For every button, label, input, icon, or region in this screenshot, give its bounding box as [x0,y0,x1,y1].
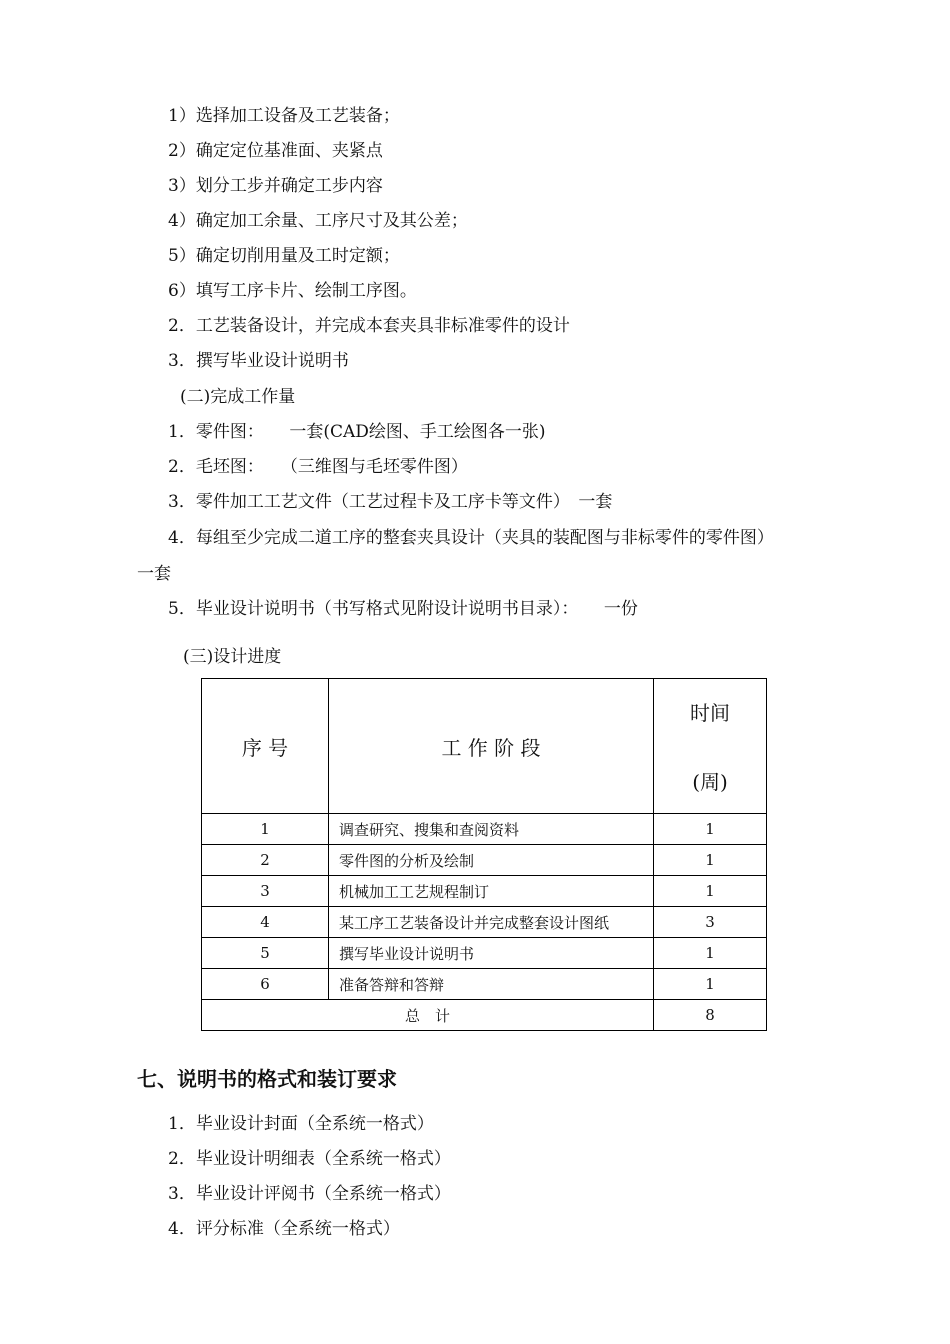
cell-number: 4 [202,907,329,938]
header-cell-stage: 工 作 阶 段 [329,679,654,814]
cell-stage: 机械加工工艺规程制订 [329,876,654,907]
list-item: 4．评分标准（全系统一格式） [168,1219,400,1239]
cell-stage: 零件图的分析及绘制 [329,845,654,876]
list-item: 6）填写工序卡片、绘制工序图。 [168,281,417,301]
table-total-row [202,1000,767,1031]
cell-stage: 撰写毕业设计说明书 [329,938,654,969]
cell-weeks: 3 [654,907,767,938]
list-item: 3．零件加工工艺文件（工艺过程卡及工序卡等文件） 一套 [168,492,613,512]
cell-weeks: 1 [654,814,767,845]
list-item: 2．毛坯图： （三维图与毛坯零件图） [168,457,468,477]
list-item: 4．每组至少完成二道工序的整套夹具设计（夹具的装配图与非标零件的零件图） [168,528,774,548]
header-cell-number: 序 号 [202,679,329,814]
list-item: 4）确定加工余量、工序尺寸及其公差； [168,211,468,231]
section-subheading: (三)设计进度 [183,647,282,667]
list-item: 5．毕业设计说明书（书写格式见附设计说明书目录）： 一份 [168,599,638,619]
list-item: 1．毕业设计封面（全系统一格式） [168,1114,434,1134]
total-label: 总 计 [202,1000,654,1031]
list-item: 3．毕业设计评阅书（全系统一格式） [168,1184,451,1204]
list-item-continuation: 一套 [137,564,171,584]
list-item: 1．零件图： 一套(CAD绘图、手工绘图各一张) [168,422,546,442]
cell-number: 6 [202,969,329,1000]
cell-weeks: 1 [654,845,767,876]
cell-weeks: 1 [654,969,767,1000]
cell-number: 5 [202,938,329,969]
cell-weeks: 1 [654,876,767,907]
table-row [202,876,767,907]
header-time-unit: (周) [692,770,728,794]
table-row [202,938,767,969]
cell-number: 2 [202,845,329,876]
cell-number: 3 [202,876,329,907]
total-weeks: 8 [654,1000,767,1031]
list-item: 2．工艺装备设计，并完成本套夹具非标准零件的设计 [168,316,570,336]
list-item: 5）确定切削用量及工时定额； [168,246,400,266]
header-cell-time [654,679,767,814]
header-time-label: 时间 [690,701,730,725]
cell-stage: 某工序工艺装备设计并完成整套设计图纸 [329,907,654,938]
table-row [202,907,767,938]
table-row [202,814,767,845]
section-heading: 七、说明书的格式和装订要求 [137,1067,397,1091]
table-row [202,969,767,1000]
schedule-table [201,678,767,1031]
cell-stage: 准备答辩和答辩 [329,969,654,1000]
cell-number: 1 [202,814,329,845]
list-item: 3）划分工步并确定工步内容 [168,176,383,196]
list-item: 2）确定定位基准面、夹紧点 [168,141,383,161]
table-row [202,845,767,876]
list-item: 3．撰写毕业设计说明书 [168,351,349,371]
section-subheading: (二)完成工作量 [180,387,296,407]
table-header-row [202,679,767,814]
cell-weeks: 1 [654,938,767,969]
list-item: 2．毕业设计明细表（全系统一格式） [168,1149,451,1169]
list-item: 1）选择加工设备及工艺装备； [168,106,400,126]
cell-stage: 调查研究、搜集和查阅资料 [329,814,654,845]
